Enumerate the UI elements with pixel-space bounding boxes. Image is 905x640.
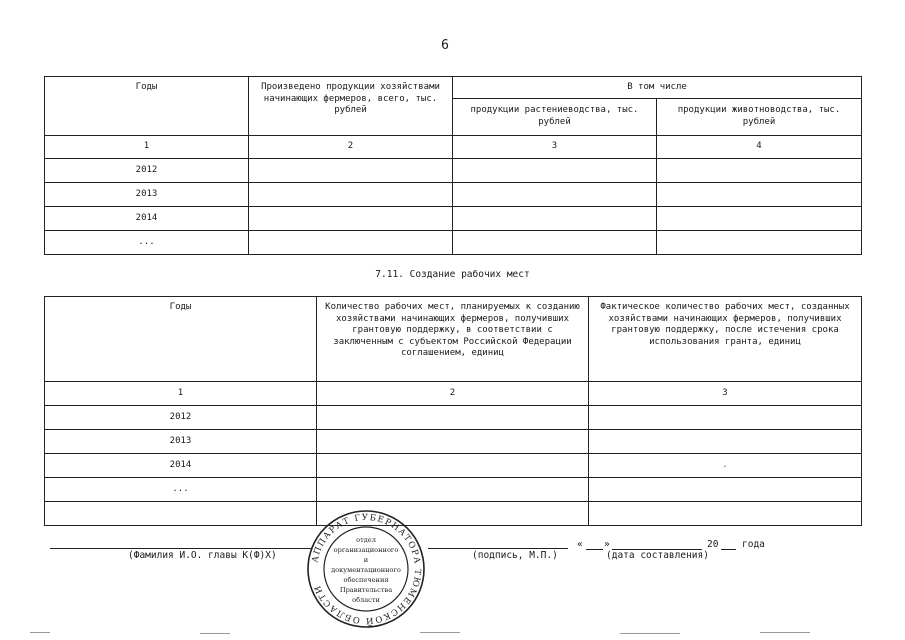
empty-cell bbox=[657, 231, 862, 255]
actual-cell bbox=[589, 430, 862, 454]
column-number: 3 bbox=[453, 136, 657, 159]
date-quote-open: « bbox=[577, 539, 583, 550]
table-row bbox=[45, 430, 862, 454]
year-cell: ... bbox=[45, 478, 317, 502]
header-planned-jobs: Количество рабочих мест, планируемых к созданию хозяйствами начинающих фермеров, получивших грантовую поддержку, в соответствии с заключенным с субъектом Российской Федерации соглашением, единиц bbox=[317, 297, 589, 382]
column-number: 4 bbox=[657, 136, 862, 159]
year-cell: 2014 bbox=[45, 207, 249, 231]
header-produced-total: Произведено продукции хозяйствами начинающих фермеров, всего, тыс. рублей bbox=[249, 77, 453, 136]
stamp-line: обеспечения bbox=[343, 576, 389, 584]
column-number: 2 bbox=[249, 136, 453, 159]
sign-label: (подпись, М.П.) bbox=[472, 550, 558, 561]
year-cell: 2014 bbox=[45, 454, 317, 478]
year-cell: 2012 bbox=[45, 406, 317, 430]
date-year-line bbox=[721, 549, 736, 550]
scan-artifact bbox=[760, 632, 810, 633]
empty-cell bbox=[657, 207, 862, 231]
date-year-prefix: 20 bbox=[707, 539, 719, 550]
scan-artifact bbox=[620, 633, 680, 634]
date-label: (дата составления) bbox=[606, 550, 709, 561]
stamp-line: Правительства bbox=[339, 586, 393, 594]
header-years: Годы bbox=[45, 77, 249, 136]
year-cell: 2013 bbox=[45, 430, 317, 454]
date-year-word: года bbox=[742, 539, 765, 550]
year-cell: 2013 bbox=[45, 183, 249, 207]
empty-cell bbox=[657, 183, 862, 207]
empty-cell bbox=[453, 231, 657, 255]
empty-cell bbox=[249, 231, 453, 255]
name-signature-line bbox=[50, 548, 312, 549]
table-row bbox=[45, 502, 862, 526]
empty-cell bbox=[453, 159, 657, 183]
table-row bbox=[45, 231, 862, 255]
table-row bbox=[45, 183, 862, 207]
stamp-line: и bbox=[363, 556, 369, 564]
official-stamp bbox=[306, 509, 426, 629]
date-day-line bbox=[586, 549, 603, 550]
stamp-line: документационного bbox=[331, 566, 401, 574]
stamp-line: организационного bbox=[333, 546, 399, 554]
header-years: Годы bbox=[45, 297, 317, 382]
empty-cell bbox=[317, 406, 589, 430]
scan-artifact bbox=[30, 632, 50, 633]
actual-cell bbox=[589, 406, 862, 430]
empty-cell bbox=[589, 502, 862, 526]
date-quote-close: » bbox=[604, 539, 610, 550]
table-row bbox=[45, 159, 862, 183]
empty-cell bbox=[249, 159, 453, 183]
jobs-creation-table bbox=[44, 296, 862, 526]
scan-artifact bbox=[420, 632, 460, 633]
year-cell: 2012 bbox=[45, 159, 249, 183]
empty-cell bbox=[249, 183, 453, 207]
empty-cell bbox=[317, 478, 589, 502]
header-including: В том числе bbox=[453, 77, 862, 99]
column-number: 1 bbox=[45, 136, 249, 159]
actual-cell: . bbox=[589, 454, 862, 478]
table-row bbox=[45, 478, 862, 502]
empty-cell bbox=[589, 478, 862, 502]
stamp-ring-text: АППАРАТ ГУБЕРНАТОРА ТЮМЕНСКОЙ ОБЛАСТИ bbox=[310, 512, 423, 626]
page-number: 6 bbox=[441, 38, 449, 53]
empty-cell bbox=[657, 159, 862, 183]
table-row bbox=[45, 406, 862, 430]
scan-artifact bbox=[200, 633, 230, 634]
empty-cell bbox=[317, 454, 589, 478]
empty-cell bbox=[453, 183, 657, 207]
column-number: 1 bbox=[45, 382, 317, 406]
table-row bbox=[45, 454, 862, 478]
sign-line bbox=[428, 548, 568, 549]
section-title: 7.11. Создание рабочих мест bbox=[375, 269, 530, 280]
empty-cell bbox=[249, 207, 453, 231]
year-cell bbox=[45, 502, 317, 526]
year-cell: ... bbox=[45, 231, 249, 255]
empty-cell bbox=[317, 430, 589, 454]
empty-cell bbox=[453, 207, 657, 231]
name-label: (Фамилия И.О. главы К(Ф)Х) bbox=[128, 550, 277, 561]
column-number: 2 bbox=[317, 382, 589, 406]
table-row bbox=[45, 207, 862, 231]
header-livestock-production: продукции животноводства, тыс. рублей bbox=[657, 99, 862, 136]
farm-production-table bbox=[44, 76, 862, 255]
header-actual-jobs: Фактическое количество рабочих мест, созданных хозяйствами начинающих фермеров, получивших грантовую поддержку, после истечения срока использования гранта, единиц bbox=[589, 297, 862, 382]
header-crop-production: продукции растениеводства, тыс. рублей bbox=[453, 99, 657, 136]
stamp-line: области bbox=[352, 596, 380, 604]
column-number: 3 bbox=[589, 382, 862, 406]
stamp-line: отдел bbox=[356, 536, 376, 544]
